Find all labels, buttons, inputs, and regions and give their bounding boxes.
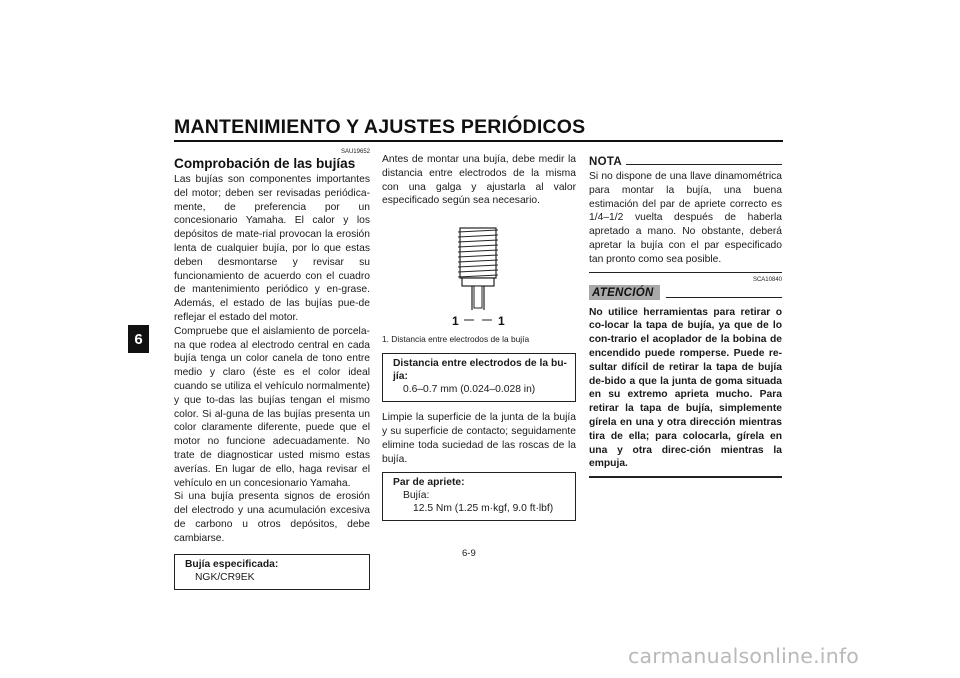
paragraph-color-check: Compruebe que el aislamiento de porcela-na que rodea al electrodo central en cada bujía tenga un color canela de tono entre medio y claro (éste es el color ideal cuando se utiliza el vehículo normalmente) y que to-das las bujías tengan el mismo color. Si al-guna de las bujías presenta un color claramente diferente, puede que el motor no funcione adecuadamente. No trate de diagnosticar usted mismo estas averías. En lugar de ello, haga revisar el vehículo en un concesionario Yamaha.: [174, 325, 370, 489]
spec-value: NGK/CR9EK: [195, 571, 255, 583]
figure-callout-right: 1: [498, 314, 505, 329]
paragraph-intro: Las bujías son componentes importantes del motor; deben ser revisadas periódica-mente, de preferencia por un concesionario Yamaha. El calor y los depósitos de mate-rial provocan la erosión lenta de cualquier bujía, por lo que estas deben desmontarse y revisar su funcionamiento de acuerdo con el cuadro de mantenimiento periódico y en-grase. Además, el estado de las bujías pue-de reflejar el estado del motor.: [174, 174, 370, 323]
torque-value: 12.5 Nm (1.25 m·kgf, 9.0 ft·lbf): [413, 503, 554, 515]
column-3: [589, 148, 782, 478]
attention-text: No utilice herramientas para retirar o co-locar la tapa de bujía, ya que de lo con-trario el acoplador de la bobina de encendido puede romperse. Puede re-sultar difícil de retirar la tapa de bujía de-bido a que la junta de goma situada en su extremo aprieta mucho. Para retirar la tapa de bujía, simplemente gírela en una y otra dirección mientras tira de ella; para colocarla, gírela en una y otra direc-ción mientras la empuja.: [589, 306, 782, 470]
torque-item: Bujía:: [403, 490, 430, 502]
note-end-rule: [589, 272, 782, 273]
attention-rule: [666, 297, 782, 298]
torque-spec-box: [382, 472, 576, 521]
spark-plug-spec-box: [174, 554, 370, 590]
attention-header: [589, 285, 782, 300]
page-number: 6-9: [462, 548, 476, 559]
paragraph-measure-gap: Antes de montar una bujía, debe medir la distancia entre electrodos de la misma con una galga y ajustarla al valor especificado según sea necesario.: [382, 154, 576, 207]
gap-label: Distancia entre electrodos de la bu- jía:: [393, 358, 567, 383]
paragraph-clean: Limpie la superficie de la junta de la bujía y su superficie de contacto; seguidamente elimine toda suciedad de las roscas de la bujía.: [382, 412, 576, 465]
watermark: carmanualsonline.info: [628, 644, 860, 668]
page-title: MANTENIMIENTO Y AJUSTES PERIÓDICOS: [174, 116, 586, 138]
title-rule: [174, 140, 783, 142]
attention-code: SCA10840: [752, 276, 782, 283]
attention-badge: ATENCIÓN: [589, 285, 660, 300]
note-header: [589, 156, 782, 168]
figure-callout-left: 1: [452, 314, 459, 329]
note-text: Si no dispone de una llave dinamométrica para montar la bujía, una buena estimación del par de apriete correcto es 1/4–1/2 vuelta después de haberla apretado a mano. No obstante, deberá apretar la bujía con el par especificado tan pronto como sea posible.: [589, 171, 782, 265]
column-2: [382, 148, 576, 521]
spec-label: Bujía especificada:: [185, 558, 279, 570]
reference-code: SAU19652: [340, 149, 370, 155]
torque-label: Par de apriete:: [393, 477, 465, 489]
note-rule: [626, 164, 782, 165]
attention-end-rule: [589, 476, 782, 478]
gap-value: 0.6–0.7 mm (0.024–0.028 in): [403, 384, 536, 396]
column-1: [174, 148, 370, 590]
gap-spec-box: [382, 353, 576, 402]
note-title: NOTA: [589, 156, 622, 168]
paragraph-replace: Si una bujía presenta signos de erosión del electrodo y una acumulación excesiva de carbono u otros depósitos, debe cambiarse.: [174, 491, 370, 544]
chapter-tab: 6: [128, 325, 149, 353]
section-heading: Comprobación de las bujías: [174, 156, 356, 171]
spark-plug-diagram: [382, 226, 576, 346]
figure-caption: 1. Distancia entre electrodos de la bujía: [382, 334, 530, 345]
spark-plug-figure: [382, 226, 576, 346]
